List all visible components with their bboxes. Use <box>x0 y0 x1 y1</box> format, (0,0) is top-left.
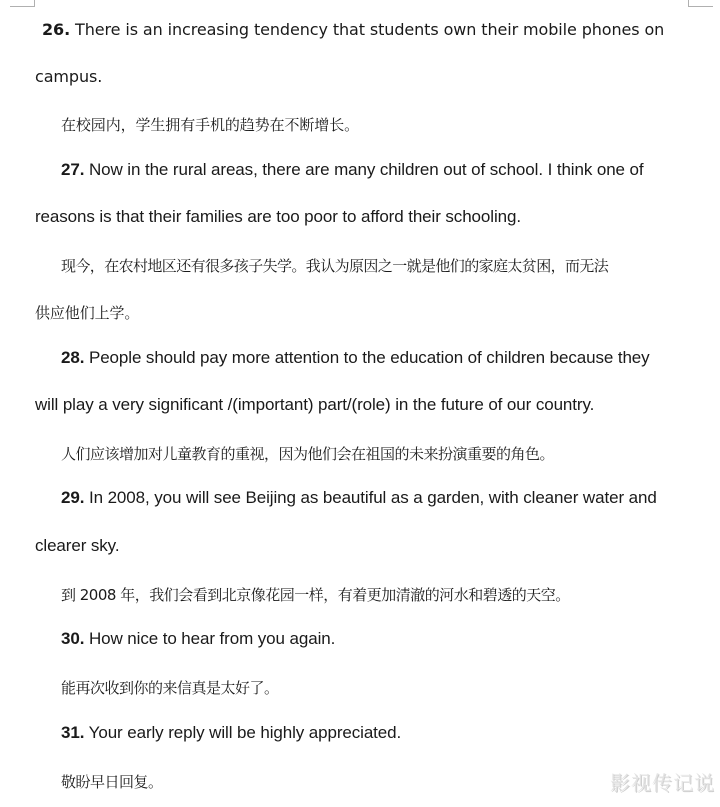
sentence-number: 27. <box>61 160 85 179</box>
sentence-28-chinese-line-1: 人们应该增加对儿童教育的重视，因为他们会在祖国的未来扮演重要的角色。 <box>61 445 555 463</box>
sentence-31-english-line-1 <box>61 723 401 743</box>
sentence-number: 28. <box>61 348 85 367</box>
sentence-text: In 2008, you will see Beijing as beautiful as a garden, with cleaner water and <box>84 488 657 507</box>
sentence-29-chinese-line-1: 到 2008 年，我们会看到北京像花园一样，有着更加清澈的河水和碧透的天空。 <box>61 586 570 604</box>
sentence-27-chinese-line-1: 现今，在农村地区还有很多孩子失学。我认为原因之一就是他们的家庭太贫困，而无法 <box>61 257 609 275</box>
sentence-26-chinese-line-1: 在校园内，学生拥有手机的趋势在不断增长。 <box>61 116 360 134</box>
sentence-text: People should pay more attention to the education of children because they <box>84 348 650 367</box>
sentence-28-english-line-1 <box>61 348 650 368</box>
sentence-number: 26. <box>42 20 71 39</box>
sentence-text: How nice to hear from you again. <box>84 629 336 648</box>
sentence-26-english-line-1 <box>42 20 664 39</box>
sentence-text: There is an increasing tendency that students own their mobile phones on <box>70 20 665 39</box>
sentence-number: 31. <box>61 723 85 742</box>
sentence-number: 30. <box>61 629 85 648</box>
sentence-30-chinese-line-1: 能再次收到你的来信真是太好了。 <box>61 679 279 697</box>
sentence-text: Now in the rural areas, there are many children out of school. I think one of <box>84 160 644 179</box>
sentence-29-english-line-2: clearer sky. <box>35 536 120 555</box>
sentence-29-english-line-1 <box>61 488 657 508</box>
sentence-text: Your early reply will be highly appreciated. <box>84 723 402 742</box>
sentence-27-english-line-2: reasons is that their families are too poor to afford their schooling. <box>35 207 521 226</box>
sentence-26-english-line-2: campus. <box>35 67 103 86</box>
sentence-30-english-line-1 <box>61 629 335 649</box>
watermark: 影视传记说 <box>610 771 715 795</box>
margin-corner-mark-left <box>10 0 35 7</box>
sentence-28-english-line-2: will play a very significant /(important) part/(role) in the future of our country. <box>35 395 595 414</box>
sentence-27-english-line-1 <box>61 160 644 180</box>
margin-corner-mark-right <box>688 0 713 7</box>
sentence-27-chinese-line-2: 供应他们上学。 <box>35 304 140 322</box>
sentence-31-chinese-line-1: 敬盼早日回复。 <box>61 773 163 791</box>
sentence-number: 29. <box>61 488 85 507</box>
